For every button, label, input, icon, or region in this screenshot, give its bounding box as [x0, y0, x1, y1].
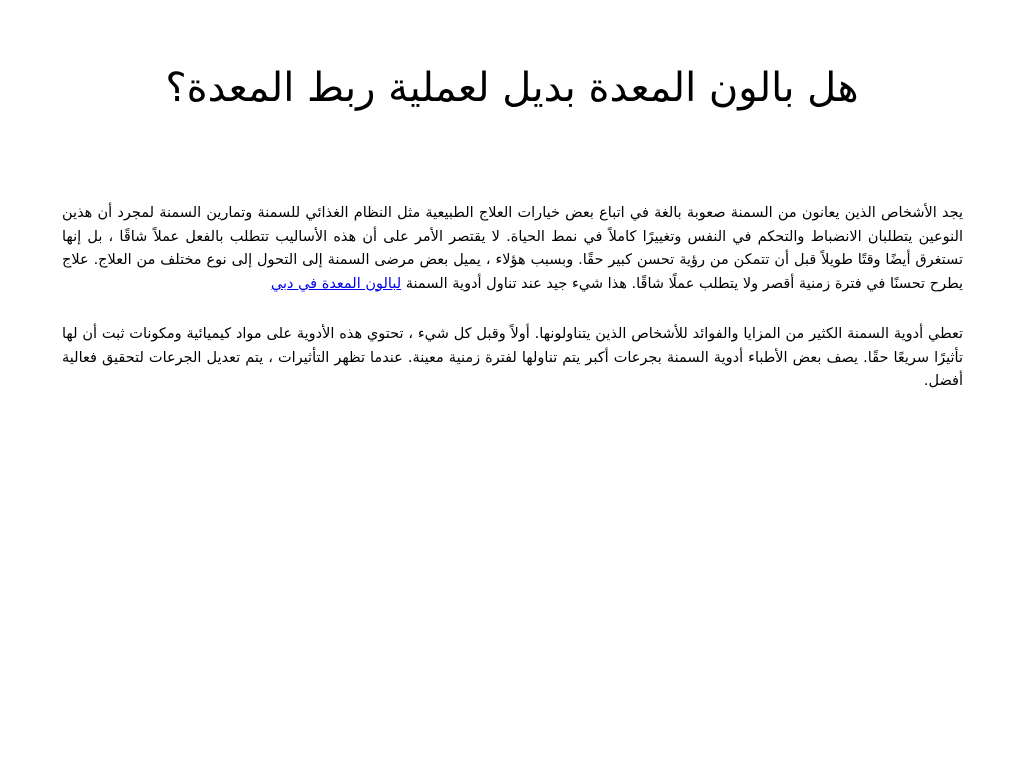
article-body — [62, 202, 963, 394]
paragraph-2: تعطي أدوية السمنة الكثير من المزايا والفوائد للأشخاص الذين يتناولونها. أولاً وقبل كل شيء ، تحتوي هذه الأدوية على مواد كيميائية ومكونات ثبت أن لها تأثيرًا سريعًا حقًا. يصف بعض الأطباء أدوية السمنة بجرعات أكبر يتم تناولها لفترة زمنية معينة. عندما تظهر التأثيرات ، يتم تعديل الجرعات لتحقيق فعالية أفضل. — [62, 326, 963, 389]
paragraph-1 — [62, 202, 963, 296]
gastric-balloon-dubai-link[interactable]: لبالون المعدة في دبي — [270, 275, 402, 292]
page-title: هل بالون المعدة بديل لعملية ربط المعدة؟ — [165, 65, 859, 111]
paragraph-1-text: يجد الأشخاص الذين يعانون من السمنة صعوبة بالغة في اتباع بعض خيارات العلاج الطبيعية مثل النظام الغذائي للسمنة وتمارين السمنة لمجرد أن هذين النوعين يتطلبان الانضباط والتحكم في النفس وتغييرًا كاملاً في نمط الحياة. لا يقتصر الأمر على أن هذه الأساليب تتطلب بالفعل عملاً شاقًا ، بل إنها تستغرق أيضًا وقتًا طويلاً قبل أن تتمكن من رؤية تحسن كبير حقًا. وبسبب هؤلاء ، يميل بعض مرضى السمنة إلى التحول إلى نوع مختلف من العلاج. علاج يطرح تحسنًا في فترة زمنية أقصر ولا يتطلب عملًا شاقًا. هذا شيء جيد عند تناول أدوية السمنة — [62, 205, 963, 292]
